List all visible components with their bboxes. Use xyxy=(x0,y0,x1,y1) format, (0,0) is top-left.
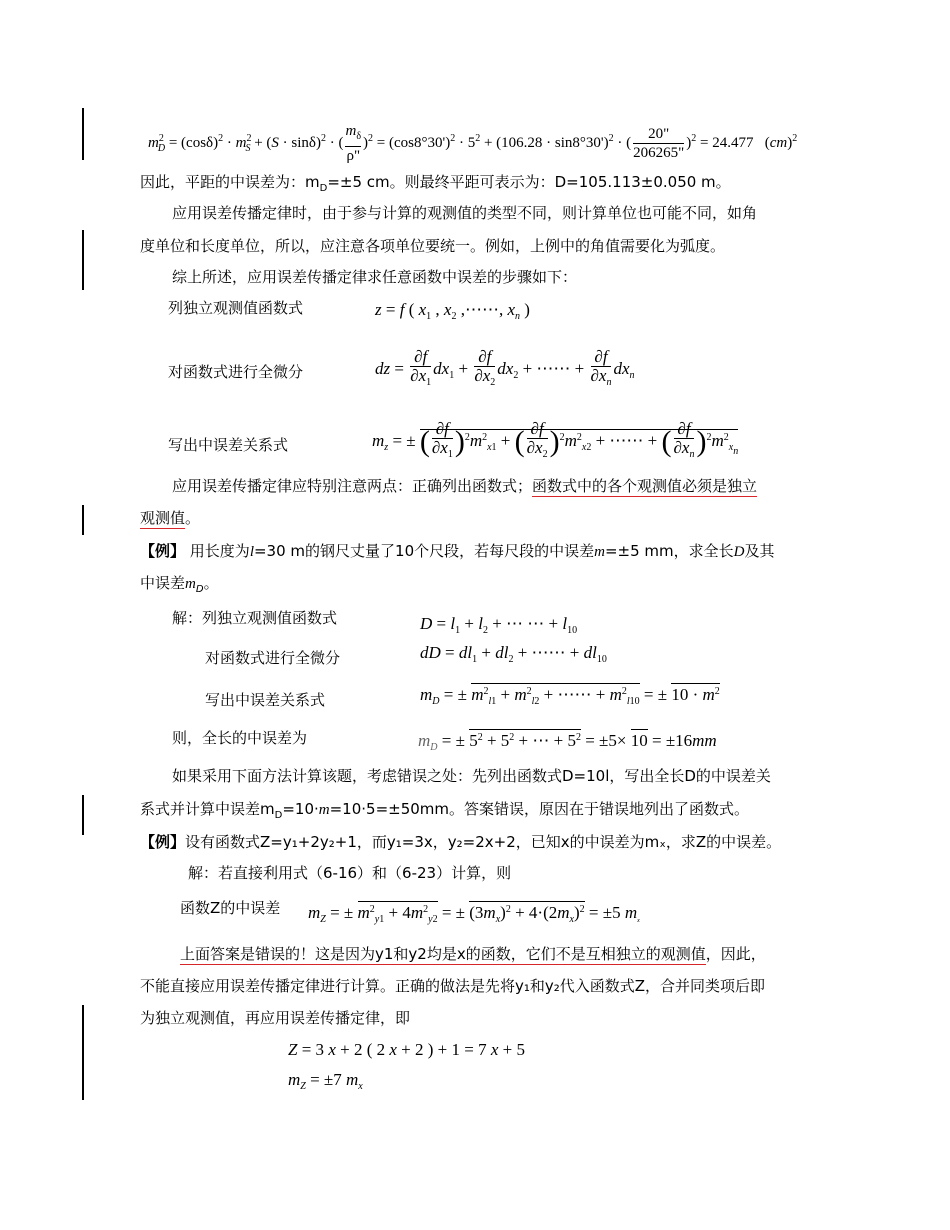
paragraph-wrong-method-line1: 如果采用下面方法计算该题，考虑错误之处：先列出函数式D=10l，写出全长D的中误差关 xyxy=(172,767,771,785)
formula-total-differential: dz = $\frac{\partial f}{\partial x_1}$ $dx_1$ + $\frac{\partial f}{\partial x_2}$ $dx_2$ + ⋯⋯ + $\frac{\partial f}{\partial x_n}$ $dx_n$ xyxy=(375,347,635,388)
revision-bar xyxy=(82,1005,84,1100)
solution1-label4: 则，全长的中误差为 xyxy=(172,729,308,747)
formula-function: z = f ( $x_1$ , $x_2$ ,⋯⋯, $x_n$ ) xyxy=(375,300,530,322)
solution2-label: 函数Z的中误差 xyxy=(180,899,281,917)
paragraph-correction-line1: 上面答案是错误的！这是因为y1和y2均是x的函数，它们不是互相独立的观测值，因此， xyxy=(180,945,766,963)
step3-label: 写出中误差关系式 xyxy=(168,436,289,454)
formula-mZ-wrong: $m_Z$ = ± $m^2_{y1} + 4m^2_{y2}$ = ± $(3m_x)^2 + 4\cdot(2m_x)^2 = \pm 5$ $m_x$ xyxy=(308,903,640,925)
formula-md-squared: $m^2_D = (\cos\delta)^2 \cdot m^2_S + (S \cdot \sin\delta)^2$ · ( $\frac{m_\delta}{\rho"}$ )$^2 = (\cos 8^\circ 30')^2 \cdot 5^2 + (106.28 \cdot \sin 8^\circ 30')^2$ · ( $\frac{20"}{206265"}$ )$^2$ = 24.477 (cm)$^2$ xyxy=(148,123,798,164)
paragraph-summary: 综上所述，应用误差传播定律求任意函数中误差的步骤如下： xyxy=(172,268,578,286)
formula-D-sum: $D = l_1 + l_2$ + ⋯ ⋯ + $l_{10}$ xyxy=(420,614,578,636)
example2-statement: 【例】设有函数式Z=y₁+2y₂+1，而y₁=3x，y₂=2x+2，已知x的中误差为mₓ，求Z的中误差。 xyxy=(140,833,782,851)
underlined-error-statement: 上面答案是错误的！这是因为y1和y2均是x的函数，它们不是互相独立的观测值 xyxy=(180,945,706,963)
revision-bar xyxy=(82,505,84,535)
example1-statement: 【例】 用长度为l=30 m的钢尺丈量了10个尺段，若每尺段的中误差m=±5 mm，求全长D及其 xyxy=(140,542,775,560)
formula-dD: dD = $dl_1 + dl_2$ + ⋯⋯ + $dl_{10}$ xyxy=(420,643,607,665)
paragraph-correction-line3: 为独立观测值，再应用误差传播定律，即 xyxy=(140,1009,411,1027)
formula-mD-value: $m_D$ = ± $5^2 + 5^2$ + ⋯ + $5^2 = \pm 5\times 10 = \pm 16mm$ xyxy=(418,731,717,753)
paragraph-result-mean-error: 因此，平距的中误差为：$m_D=\pm 5$ cm。则最终平距可表示为：D=105.113±0.050 m。 xyxy=(140,173,731,194)
solution1-label3: 写出中误差关系式 xyxy=(205,691,326,709)
revision-bar xyxy=(82,230,84,290)
solution2-line1: 解：若直接利用式（6-16）和（6-23）计算，则 xyxy=(188,864,512,882)
paragraph-units-line2: 度单位和长度单位，所以，应注意各项单位要统一。例如，上例中的角值需要化为弧度。 xyxy=(140,237,726,255)
step2-label: 对函数式进行全微分 xyxy=(168,363,304,381)
revision-bar xyxy=(82,795,84,835)
solution1-label1: 解：列独立观测值函数式 xyxy=(172,609,338,627)
formula-mZ-correct: $m_Z = \pm 7$ $m_x$ xyxy=(288,1070,363,1092)
paragraph-units-line1: 应用误差传播定律时，由于参与计算的观测值的类型不同，则计算单位也可能不同，如角 xyxy=(172,204,758,222)
step1-label: 列独立观测值函数式 xyxy=(168,299,304,317)
formula-mean-error-relation: $m_z$ = ± ( $\frac{\partial f}{\partial x_1}$ )$^2m^2_{x1}$ + ( $\frac{\partial f}{\partial x_2}$ )$^2m^2_{x2}$ + ⋯⋯ + ( $\frac{\partial f}{\partial x_n}$ )$^2m^2_{x_n}$ xyxy=(372,419,739,460)
paragraph-two-points-cont: 观测值。 xyxy=(140,509,201,527)
formula-mD-relation: $m_D$ = ± $m^2_{l1} + m^2_{l2}$ + ⋯⋯ + $m^2_{l10}$ = ± $10 \cdot m^2$ xyxy=(420,685,720,707)
formula-Z-expanded: Z = 3 x + 2 ( 2 x + 2 ) + 1 = 7 x + 5 xyxy=(288,1040,525,1059)
underlined-independent-requirement: 函数式中的各个观测值必须是独立 xyxy=(532,477,758,495)
paragraph-two-points: 应用误差传播定律应特别注意两点：正确列出函数式；函数式中的各个观测值必须是独立 xyxy=(172,477,758,495)
revision-bar xyxy=(82,108,84,160)
solution1-label2: 对函数式进行全微分 xyxy=(205,649,341,667)
example1-statement-cont: 中误差$m_D$。 xyxy=(140,574,219,595)
underlined-observations: 观测值 xyxy=(140,509,186,527)
paragraph-wrong-method-line2: 系式并计算中误差$m_D=10\cdot m=10\cdot 5=\pm 50mm$。答案错误，原因在于错误地列出了函数式。 xyxy=(140,800,750,821)
paragraph-correction-line2: 不能直接应用误差传播定律进行计算。正确的做法是先将y₁和y₂代入函数式Z，合并同类项后即 xyxy=(140,977,766,995)
